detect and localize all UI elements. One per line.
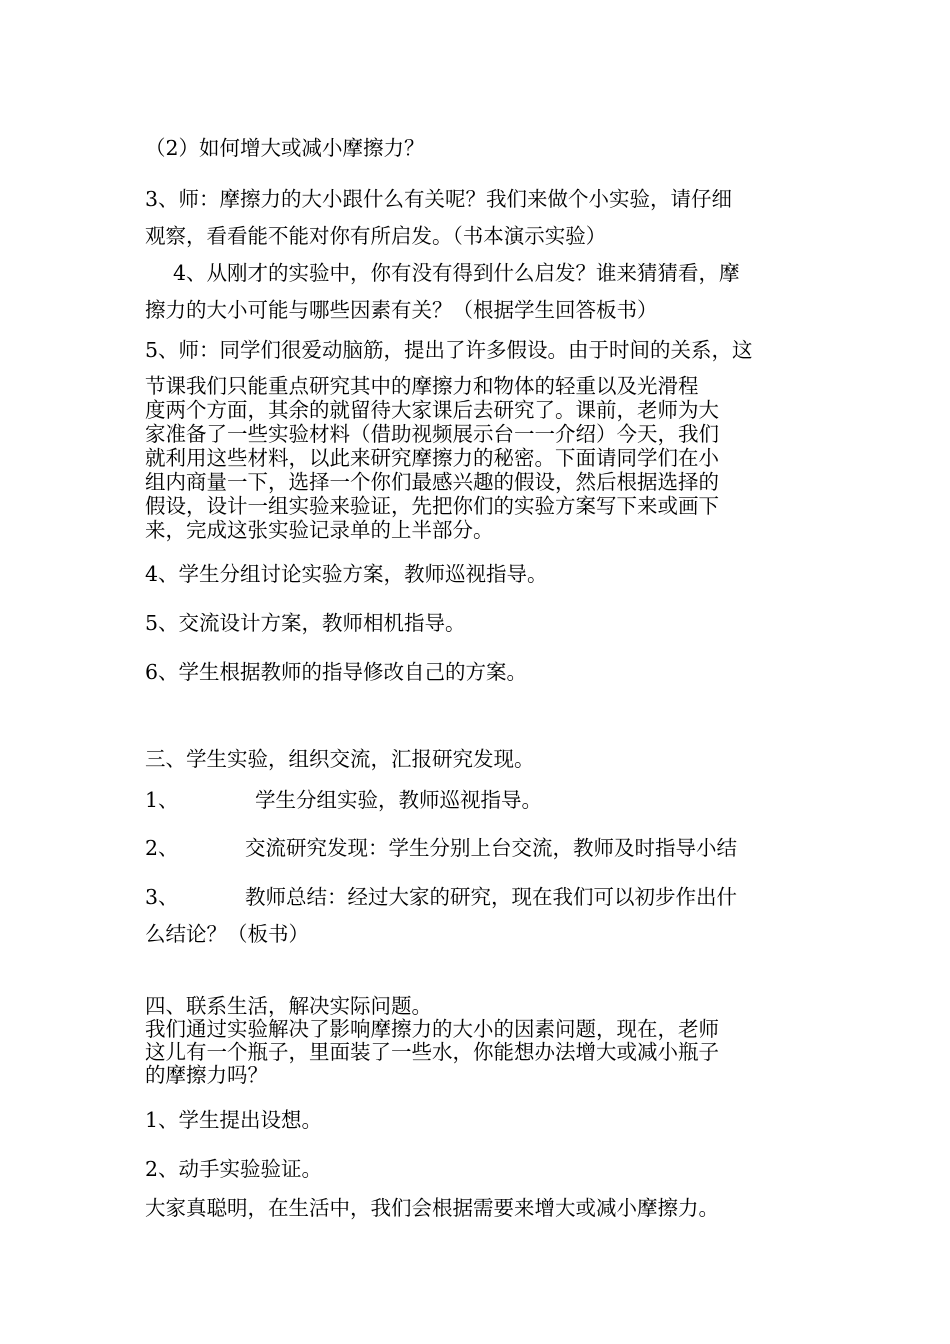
step-5-line-3: 度两个方面，其余的就留待大家课后去研究了。课前，老师为大: [145, 398, 719, 422]
section-3-item-2: [145, 830, 810, 866]
item-text: 教师总结：经过大家的研究，现在我们可以初步作出什: [245, 885, 737, 909]
step-6-revise-plans: 6、学生根据教师的指导修改自己的方案。: [145, 660, 528, 684]
step-3-line-1: 3、师：摩擦力的大小跟什么有关呢？我们来做个小实验，请仔细: [145, 187, 733, 211]
section-3-item-3-line-2: 么结论？（板书）: [145, 922, 309, 946]
step-5-line-8: 来，完成这张实验记录单的上半部分。: [145, 518, 494, 542]
item-number: 1、: [145, 788, 179, 812]
item-text: 交流研究发现：学生分别上台交流，教师及时指导小结: [245, 836, 737, 860]
section-4-step-2: 2、动手实验验证。: [145, 1157, 323, 1181]
step-5-line-4: 家准备了一些实验材料（借助视频展示台一一介绍）今天，我们: [145, 422, 719, 446]
step-5-line-1: 5、师：同学们很爱动脑筋，提出了许多假设。由于时间的关系，这: [145, 338, 753, 362]
step-5-line-2: 节课我们只能重点研究其中的摩擦力和物体的轻重以及光滑程: [145, 374, 699, 398]
section-4-paragraph-line-2: 这儿有一个瓶子，里面装了一些水，你能想办法增大或减小瓶子: [145, 1040, 719, 1064]
step-5-line-7: 假设，设计一组实验来验证，先把你们的实验方案写下来或画下: [145, 494, 719, 518]
step-5-line-5: 就利用这些材料，以此来研究摩擦力的秘密。下面请同学们在小: [145, 446, 719, 470]
section-4-step-1: 1、学生提出设想。: [145, 1108, 323, 1132]
section-3-title: 三、学生实验，组织交流，汇报研究发现。: [145, 747, 535, 771]
step-5-line-6: 组内商量一下，选择一个你们最感兴趣的假设，然后根据选择的: [145, 470, 719, 494]
step-4-line-2: 擦力的大小可能与哪些因素有关？（根据学生回答板书）: [145, 298, 658, 322]
step-3-line-2: 观察，看看能不能对你有所启发。（书本演示实验）: [145, 224, 607, 248]
section-4-title: 四、联系生活，解决实际问题。: [145, 994, 432, 1018]
step-4-group-discussion: 4、学生分组讨论实验方案，教师巡视指导。: [145, 562, 548, 586]
item-number: 3、: [145, 885, 179, 909]
section-4-paragraph-line-1: 我们通过实验解决了影响摩擦力的大小的因素问题，现在，老师: [145, 1017, 719, 1041]
closing-sentence: 大家真聪明，在生活中，我们会根据需要来增大或减小摩擦力。: [145, 1196, 719, 1220]
item-text: 学生分组实验，教师巡视指导。: [255, 788, 542, 812]
question-2: （2）如何增大或减小摩擦力？: [145, 136, 425, 160]
section-3-item-3: [145, 879, 810, 915]
section-3-item-1: [145, 782, 810, 818]
step-5-exchange-plans: 5、交流设计方案，教师相机指导。: [145, 611, 466, 635]
section-4-paragraph-line-3: 的摩擦力吗？: [145, 1063, 268, 1087]
step-4-line-1: 4、从刚才的实验中，你有没有得到什么启发？谁来猜猜看，摩: [173, 261, 740, 285]
item-number: 2、: [145, 836, 179, 860]
